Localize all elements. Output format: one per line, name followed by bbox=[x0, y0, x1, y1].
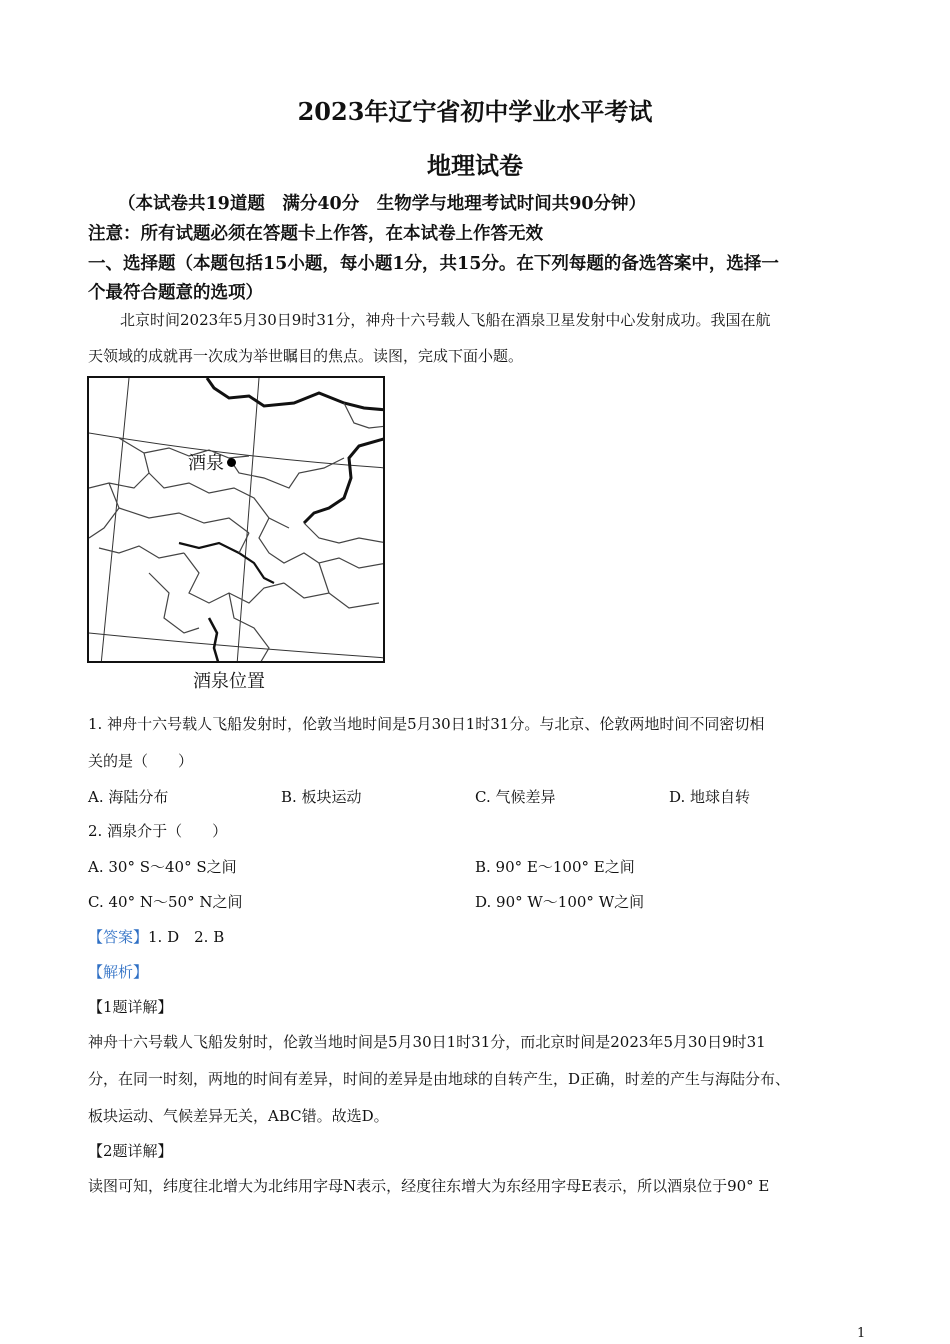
province-boundary bbox=[119, 508, 249, 533]
analysis-tag: 【解析】 bbox=[88, 963, 149, 981]
q2-option-b: B. 90° E～100° E之间 bbox=[475, 858, 635, 876]
exam-title: 2023年辽宁省初中学业水平考试 bbox=[297, 97, 653, 126]
jiuquan-map bbox=[87, 376, 385, 663]
detail1-tag: 【1题详解】 bbox=[88, 998, 173, 1016]
q1-option-a: A. 海陆分布 bbox=[88, 788, 169, 806]
q1-option-d: D. 地球自转 bbox=[669, 788, 751, 806]
q1-option-b: B. 板块运动 bbox=[281, 788, 362, 806]
q1-option-c: C. 气候差异 bbox=[475, 788, 556, 806]
exam-info: （本试卷共19道题 满分40分 生物学与地理考试时间共90分钟） bbox=[118, 194, 647, 214]
detail1-line2: 分，在同一时刻，两地的时间有差异，时间的差异是由地球的自转产生，D正确，时差的产生与海陆分布、 bbox=[88, 1070, 791, 1088]
province-boundary bbox=[259, 518, 385, 568]
q1-stem-line2: 关的是（ ） bbox=[88, 752, 194, 770]
exam-subject: 地理试卷 bbox=[427, 151, 523, 180]
q2-stem: 2. 酒泉介于（ ） bbox=[88, 822, 228, 840]
map-city-label: 酒泉 bbox=[188, 453, 224, 474]
border-east bbox=[304, 438, 385, 523]
province-boundary bbox=[229, 458, 344, 488]
answer-text: 1. D 2. B bbox=[148, 928, 225, 946]
province-boundary bbox=[149, 573, 199, 633]
province-boundary bbox=[184, 553, 284, 603]
detail2-line1: 读图可知，纬度往北增大为北纬用字母N表示，经度往东增大为东经用字母E表示，所以酒泉位于90° E bbox=[88, 1177, 770, 1195]
longitude-line bbox=[101, 378, 129, 663]
map-graphic bbox=[89, 378, 385, 663]
answer-line bbox=[88, 926, 224, 947]
detail1-line3: 板块运动、气候差异无关，ABC错。故选D。 bbox=[88, 1107, 389, 1125]
intro-line2: 天领域的成就再一次成为举世瞩目的焦点。读图，完成下面小题。 bbox=[88, 347, 524, 365]
province-boundary bbox=[319, 563, 329, 593]
latitude-line bbox=[89, 633, 385, 658]
province-boundary bbox=[239, 533, 249, 553]
q2-option-c: C. 40° N～50° N之间 bbox=[88, 893, 243, 911]
province-boundary bbox=[304, 523, 385, 543]
answer-tag: 【答案】 bbox=[88, 928, 149, 946]
border-south bbox=[209, 618, 219, 663]
jiuquan-marker bbox=[227, 458, 236, 467]
detail1-line1: 神舟十六号载人飞船发射时，伦敦当地时间是5月30日1时31分，而北京时间是2023年5月30日9时31 bbox=[88, 1033, 766, 1051]
section-heading-line1: 一、选择题（本题包括15小题，每小题1分，共15分。在下列每题的备选答案中，选择一 bbox=[88, 254, 779, 274]
map-caption: 酒泉位置 bbox=[193, 671, 265, 692]
section-heading-line2: 个最符合题意的选项） bbox=[88, 283, 263, 303]
detail2-tag: 【2题详解】 bbox=[88, 1142, 173, 1160]
intro-line1: 北京时间2023年5月30日9时31分，神舟十六号载人飞船在酒泉卫星发射中心发射成功。我国在航 bbox=[120, 311, 771, 329]
page-number: 1 bbox=[857, 1326, 866, 1341]
province-boundary bbox=[284, 583, 379, 608]
q2-option-d: D. 90° W～100° W之间 bbox=[475, 893, 645, 911]
q1-stem-line1: 1. 神舟十六号载人飞船发射时，伦敦当地时间是5月30日1时31分。与北京、伦敦两地时间不同密切相 bbox=[88, 715, 765, 733]
river bbox=[179, 543, 274, 583]
longitude-line bbox=[237, 378, 259, 663]
q2-option-a: A. 30° S～40° S之间 bbox=[88, 858, 237, 876]
border-north bbox=[207, 378, 385, 410]
exam-notice: 注意：所有试题必须在答题卡上作答，在本试卷上作答无效 bbox=[88, 224, 543, 244]
latitude-line bbox=[89, 433, 385, 468]
